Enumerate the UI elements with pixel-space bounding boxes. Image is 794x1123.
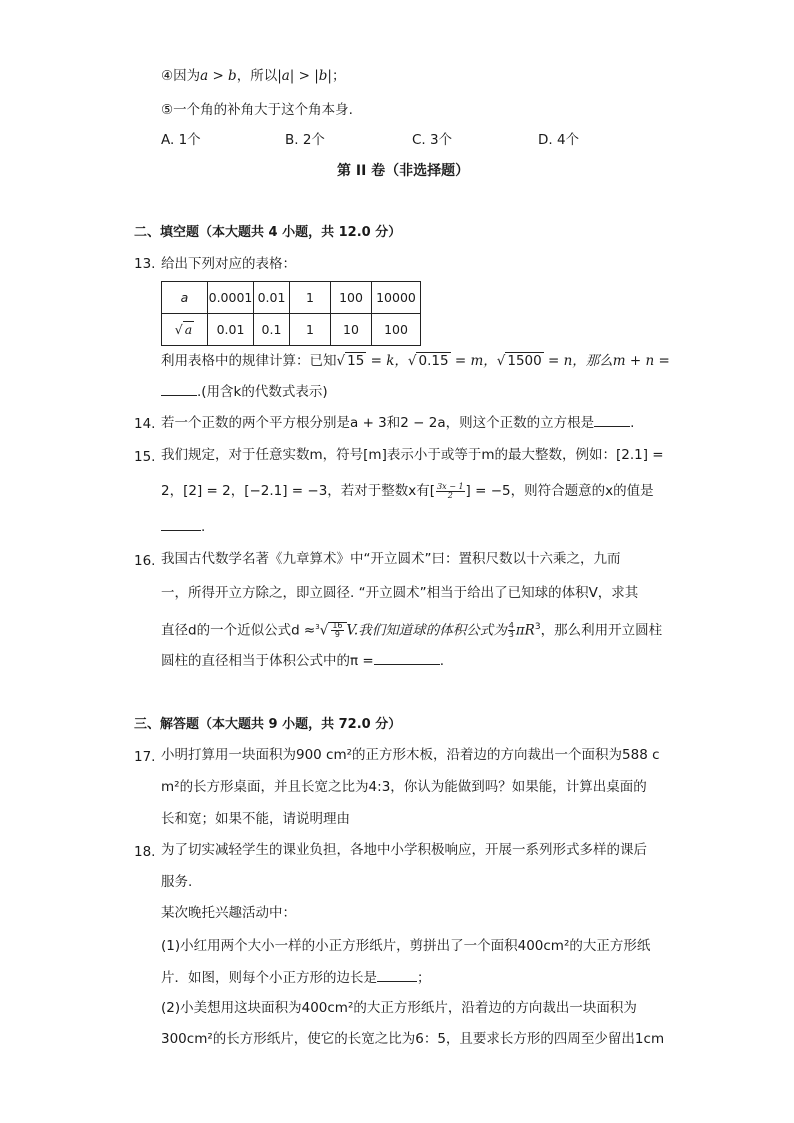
q18-line5: [161, 967, 431, 988]
table-cell: 1: [290, 314, 331, 346]
table-header-a: a: [162, 282, 208, 314]
answer-blank[interactable]: [374, 650, 440, 665]
option-a: A. 1个: [161, 132, 201, 148]
q16-fraction-4-3: $\frac{4}{3}$: [508, 621, 514, 639]
q17-line1: 小明打算用一块面积为900 cm²的正方形木板，沿着边的方向裁出一个面积为588 c: [161, 747, 660, 763]
cube-root-index: 3: [315, 623, 320, 631]
q16-exponent: 3: [534, 622, 541, 632]
q18-line4: (1)小红用两个大小一样的小正方形纸片，剪拼出了一个面积400cm²的大正方形纸: [161, 938, 651, 954]
q14-end: .: [630, 415, 635, 431]
table-cell: 1: [290, 282, 331, 314]
q15-number: 15.: [134, 449, 156, 465]
table-cell: 100: [331, 282, 372, 314]
q16-line1: 我国古代数学名著《九章算术》中“开立圆术”曰：置积尺数以十六乘之，九而: [161, 551, 621, 567]
table-cell: 0.1: [254, 314, 290, 346]
table-cell: 0.01: [208, 314, 254, 346]
q18-line2: 服务.: [161, 874, 193, 890]
answer-blank[interactable]: [594, 412, 630, 427]
q18-line6: (2)小美想用这块面积为400cm²的大正方形纸片，沿着边的方向裁出一块面积为: [161, 1000, 637, 1016]
q18-line1: 为了切实减轻学生的课业负担，各地中小学积极响应，开展一系列形式多样的课后: [161, 842, 647, 858]
item-4-prefix: ④因为: [161, 68, 201, 84]
q16-end: .: [439, 653, 445, 669]
section-title: 第 II 卷（非选择题）: [337, 163, 470, 179]
q17-line2: m²的长方形桌面，并且长宽之比为4:3，你认为能做到吗？如果能，计算出桌面的: [161, 779, 647, 795]
sqrt-15: 15: [347, 353, 365, 369]
q14-body: 若一个正数的两个平方根分别是a + 3和2 − 2a，则这个正数的立方根是: [161, 415, 595, 431]
q17-number: 17.: [134, 749, 156, 765]
q16-number: 16.: [134, 553, 156, 569]
q13-line2-prefix: 利用表格中的规律计算：已知: [161, 353, 337, 369]
table-row: [162, 282, 421, 314]
item-4-result: |a| > |b|: [277, 68, 332, 84]
item-4: [161, 66, 345, 86]
table-cell: 0.0001: [208, 282, 254, 314]
q13-line2: 利用表格中的规律计算：已知√ 15 = k，√ 0.15 = m，√ 1500 = n，那么m + n =: [161, 353, 670, 369]
q14-number: 14.: [134, 416, 156, 432]
q13-text: 给出下列对应的表格：: [161, 256, 296, 272]
option-c: C. 3个: [412, 132, 453, 148]
q18-line5-end: ；: [417, 970, 431, 986]
q16-line2: 一，所得开立方除之，即立圆径. “开立圆术”相当于给出了已知球的体积V，求其: [161, 585, 639, 601]
q16-line4-prefix: 圆柱的直径相当于体积公式中的π =: [161, 653, 374, 669]
q13-eq1: = k，: [366, 353, 408, 369]
q18-line7: 300cm²的长方形纸片，使它的长宽之比为6：5，且要求长方形的四周至少留出1cm: [161, 1031, 665, 1047]
table-header-sqrt-a: √ a: [162, 314, 208, 346]
q16-after-root: V.我们知道球的体积公式为: [346, 622, 507, 639]
item-4-middle: ，所以: [236, 68, 278, 84]
q15-line2: [161, 481, 654, 501]
q13-eq2: = m，: [450, 353, 497, 369]
answer-blank[interactable]: [161, 381, 197, 396]
q13-number: 13.: [134, 256, 156, 272]
item-4-end: ；: [331, 68, 346, 84]
q16-line4: [161, 650, 444, 671]
q16-fraction-16-9: $\frac{16}{9}$: [332, 621, 343, 639]
sqrt-0-15: 0.15: [418, 353, 449, 369]
table-cell: 10000: [372, 282, 421, 314]
q16-line3-suffix: ，那么利用开立圆柱: [540, 622, 663, 639]
section-2-heading: 二、填空题（本大题共 4 小题，共 12.0 分）: [134, 225, 402, 240]
q15-end: .: [201, 519, 206, 535]
q13-line3: [161, 381, 328, 402]
q15-line2-prefix: 2，[2] = 2，[−2.1] = −3，若对于整数x有[: [161, 483, 436, 499]
q18-number: 18.: [134, 844, 156, 860]
table-row: [162, 314, 421, 346]
table-cell: 100: [372, 314, 421, 346]
sqrt-1500: 1500: [507, 353, 542, 369]
q16-line3: 直径d的一个近似公式d ≈$^3$√ $\frac{16}{9}$ V.我们知道球的体积公式为 $\frac{4}{3}$ $\pi R^3$，那么利用开立圆柱: [161, 621, 663, 639]
q15-line2-suffix: ] = −5，则符合题意的x的值是: [465, 483, 654, 499]
q13-line3-text: .(用含k的代数式表示): [197, 384, 328, 400]
answer-blank[interactable]: [377, 967, 417, 982]
q13-eq3: = n，那么m + n =: [543, 353, 670, 369]
q14-text: [161, 412, 634, 433]
answer-blank[interactable]: [161, 516, 201, 531]
item-5: ⑤一个角的补角大于这个角本身.: [161, 102, 353, 118]
table-cell: 10: [331, 314, 372, 346]
q15-line3: [161, 516, 205, 537]
option-d: D. 4个: [538, 132, 580, 148]
option-b: B. 2个: [285, 132, 325, 148]
q16-line3-prefix: 直径d的一个近似公式d ≈: [161, 622, 316, 639]
q18-line5-prefix: 片．如图，则每个小正方形的边长是: [161, 970, 377, 986]
q15-fraction: $\frac{3x - 1}{2}$: [437, 481, 464, 500]
q17-line3: 长和宽；如果不能，请说明理由: [161, 811, 350, 827]
table-cell: 0.01: [254, 282, 290, 314]
q15-line1: 我们规定，对于任意实数m，符号[m]表示小于或等于m的最大整数，例如：[2.1] =: [161, 447, 664, 463]
q18-line3: 某次晚托兴趣活动中：: [161, 905, 296, 921]
section-3-heading: 三、解答题（本大题共 9 小题，共 72.0 分）: [134, 717, 402, 732]
q13-table: [161, 281, 421, 346]
q16-pi-r: πR: [515, 622, 535, 639]
item-4-condition: a > b: [200, 68, 237, 84]
